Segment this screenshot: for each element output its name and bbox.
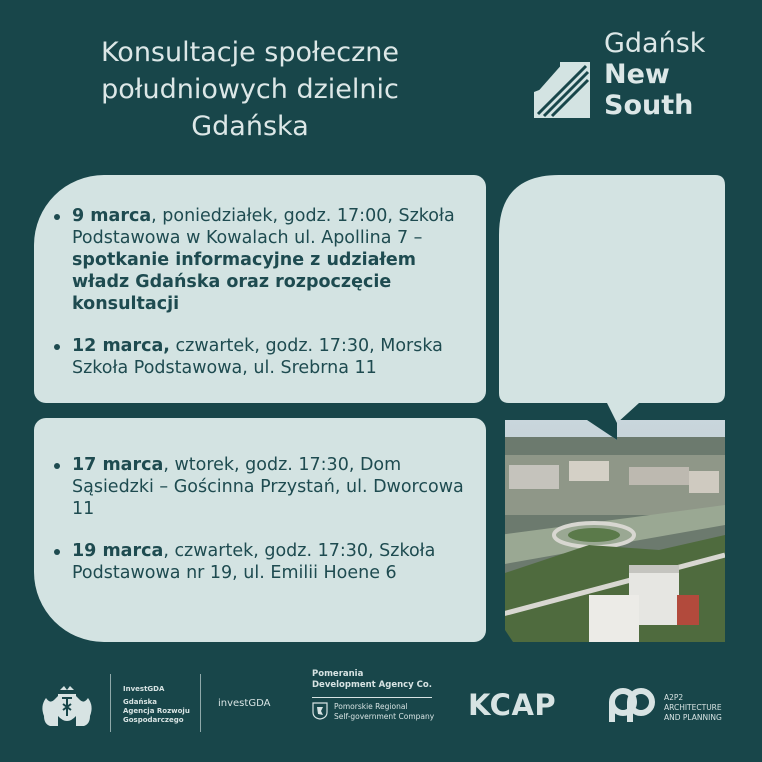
griffin-shield-icon: [312, 702, 328, 720]
brand-line: South: [604, 90, 694, 121]
event-details: czwartek, godz. 17:30, Morska Szkoła Podstawowa, ul. Srebrna 11: [72, 336, 443, 378]
pom-sub-line: Self-government Company: [334, 712, 435, 721]
event-date: 12 marca,: [72, 336, 170, 356]
brand-line: New: [604, 59, 670, 90]
investgda-org-name: [123, 685, 190, 725]
brand-mark-icon: [534, 62, 590, 118]
pom-line: Pomerania: [312, 669, 364, 679]
event-item: [50, 454, 476, 520]
event-details: , wtorek, godz. 17:30, Dom Sąsiedzki – Gościnna Przystań, ul. Dworcowa 11: [72, 455, 464, 519]
event-details: , czwartek, godz. 17:30, Szkoła Podstawowa nr 19, ul. Emilii Hoene 6: [72, 541, 436, 583]
divider: [312, 697, 432, 698]
org-line: Gospodarczego: [123, 716, 184, 724]
divider: [110, 674, 111, 732]
event-item: [50, 335, 476, 379]
a2p2-text: [664, 693, 722, 723]
pomerania-name: [312, 669, 442, 691]
brand-line: Gdańsk: [604, 28, 706, 59]
pomerania-subtitle: [312, 702, 442, 722]
aerial-photo-shape: [499, 175, 725, 642]
gdansk-new-south-logo: [534, 28, 744, 128]
title-line: Konsultacje społeczne: [100, 37, 400, 68]
event-list: [50, 454, 476, 604]
a2p2-sub-line: ARCHITECTURE: [664, 703, 722, 712]
org-line: Agencja Rozwoju: [123, 707, 190, 715]
event-date: 17 marca: [72, 455, 164, 475]
events-card-bottom: [34, 418, 486, 642]
events-card-top: [34, 175, 486, 403]
event-list: [50, 205, 476, 399]
divider: [200, 674, 201, 732]
title-line: południowych dzielnic: [101, 74, 399, 105]
event-date: 9 marca: [72, 206, 152, 226]
a2p2-name: A2P2: [664, 693, 684, 702]
pom-line: Development Agency Co.: [312, 680, 432, 690]
upper-shape: [499, 175, 725, 423]
a2p2-sub-line: AND PLANNING: [664, 713, 722, 722]
investgda-logo-text: investGDA: [218, 698, 271, 709]
footer-logos: [0, 660, 762, 762]
pomerania-logo: [312, 669, 442, 722]
brand-text: [604, 28, 705, 121]
event-highlight: spotkanie informacyjne z udziałem władz Gdańska oraz rozpoczęcie konsultacji: [72, 250, 417, 314]
event-details: , poniedziałek, godz. 17:00, Szkoła Podstawowa w Kowalach ul. Apollina 7 –: [72, 206, 455, 248]
event-date: 19 marca: [72, 541, 164, 561]
org-line: InvestGDA: [123, 685, 165, 693]
pom-sub-line: Pomorskie Regional: [334, 702, 408, 711]
title-line: Gdańska: [191, 111, 309, 142]
page-title: [40, 34, 460, 145]
a2p2-logo-icon: [609, 686, 655, 722]
event-item: [50, 540, 476, 584]
org-line: Gdańska: [123, 698, 158, 706]
kcap-logo: KCAP: [468, 688, 557, 722]
gdansk-crest-icon: [36, 686, 98, 730]
event-item: [50, 205, 476, 315]
investgda-logo: [218, 698, 270, 709]
aerial-photo: [499, 420, 725, 642]
